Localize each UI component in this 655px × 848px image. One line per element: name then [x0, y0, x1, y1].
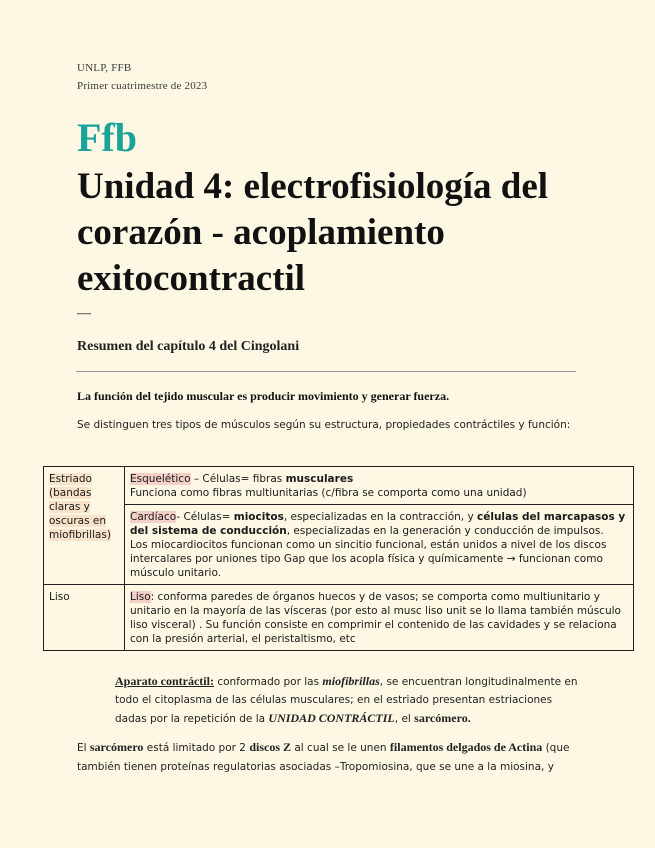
page-title: Unidad 4: electrofisiología del corazón - acoplamiento exitocontractil [77, 166, 549, 299]
intro-text: Se distinguen tres tipos de músculos según su estructura, propiedades contráctiles y función: [77, 419, 571, 431]
intro-bold: La función del tejido muscular es producir movimiento y generar fuerza. [77, 389, 450, 403]
table-row [44, 585, 634, 651]
contractile-apparatus-paragraph: Aparato contráctil: conformado por las miofibrillas, se encuentran longitudinalmente en todo el citoplasma de las células musculares; en el estriado presentan estriaciones dadas por la repetición de la UNIDAD CONTRÁCTIL, el sarcómero. [115, 674, 578, 725]
term: Primer cuatrimestre de 2023 [77, 80, 208, 92]
divider [76, 371, 576, 372]
cardiac-label: Cardíaco [130, 511, 177, 523]
sarcomere-paragraph: El sarcómero está limitado por 2 discos Z al cual se le unen filamentos delgados de Actina (que también tienen proteínas regulatorias asociadas –Tropomiosina, que se une a la miosina, y [77, 740, 570, 773]
table-row [44, 505, 634, 585]
smooth-label: Liso [130, 591, 151, 603]
cell-smooth: Liso: conforma paredes de órganos huecos y de vasos; se comporta como multiunitario y unitario en la mayoría de las vísceras (por esto al musc liso unit se lo llama también músculo liso visceral) . Su función consiste en comprimir el contenido de las cavidades y se relaciona con la presión arterial, el peristaltismo, etc [125, 585, 634, 651]
cell-striated-type: Estriado (bandas claras y oscuras en miofibrillas) [44, 467, 125, 585]
skeletal-label: Esquelético [130, 473, 191, 485]
subtitle: Resumen del capítulo 4 del Cingolani [77, 339, 300, 354]
brand-logo-text: Ffb [77, 115, 137, 160]
cell-cardiac: Cardíaco- Células= miocitos, especializadas en la contracción, y células del marcapasos y del sistema de conducción, especializadas en la generación y conducción de impulsos. Los miocardiocitos funcionan como un sincitio funcional, están unidos a nivel de los discos intercalares por uniones tipo Gap que los acopla física y químicamente → funcionan como músculo unitario. [125, 505, 634, 585]
table-row [44, 467, 634, 505]
cell-smooth-type: Liso [44, 585, 125, 651]
title-dash: — [77, 306, 91, 321]
cell-skeletal: Esquelético – Células= fibras musculares Funciona como fibras multiunitarias (c/fibra se comporta como una unidad) [125, 467, 634, 505]
muscle-types-table [43, 466, 634, 651]
institution: UNLP, FFB [77, 62, 132, 74]
